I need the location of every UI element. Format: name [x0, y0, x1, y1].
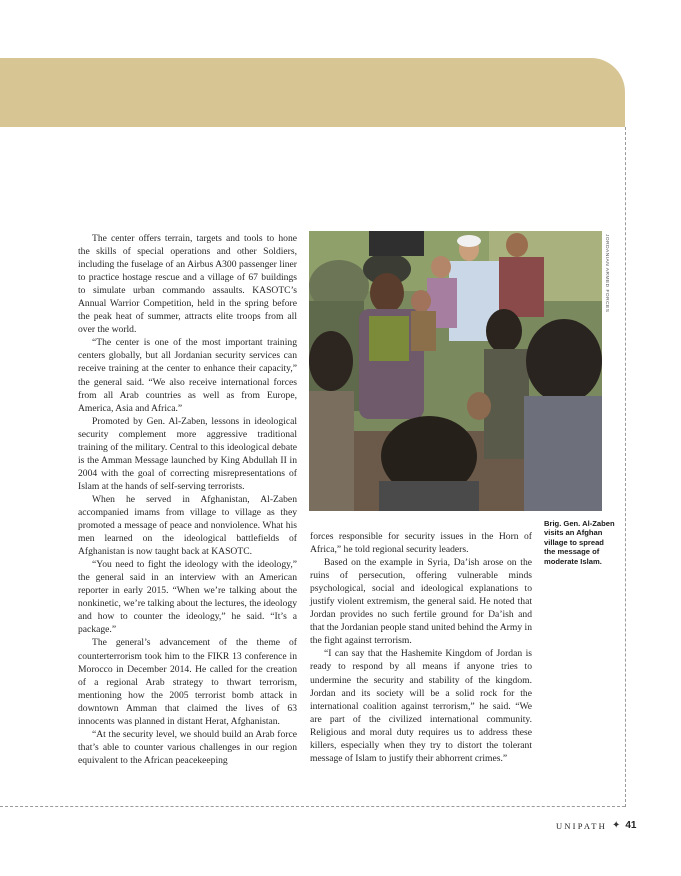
paragraph: forces responsible for security issues in the Horn of Africa,” he told regional security leaders. [310, 531, 532, 556]
page-guide-bottom [0, 806, 625, 807]
paragraph: When he served in Afghanistan, Al-Zaben accompanied imams from village to village as they promoted a message of peace and nonviolence. What his men learned on the ideological battlefields of Afghanistan is now taught back at KASOTC. [78, 493, 297, 558]
paragraph: “I can say that the Hashemite Kingdom of Jordan is ready to respond by all means if anyone tries to undermine the security and stability of the kingdom. Jordan and its society will be a solid rock for the international coalition against terrorism,” he said. “We are part of the civilized international community. Religious and moral duty requires us to address these killers, especially when they try to distort the tolerant message of Islam to justify their abhorrent crimes.” [310, 648, 532, 764]
paragraph: Promoted by Gen. Al-Zaben, lessons in ideological security complement more aggressive traditional training of the military. Central to this ideological debate is the Amman Message launched by King Abdullah II in 2004 with the goal of correcting misrepresentations of Islam at the hands of self-serving terrorists. [78, 415, 297, 492]
header-banner [0, 58, 625, 127]
photo-credit: JORDANIAN ARMED FORCES [604, 234, 609, 313]
paragraph: The center offers terrain, targets and tools to hone the skills of special operations and other Soldiers, including the fuselage of an Airbus A300 passenger liner to practice hostage rescue and a village of 67 buildings to simulate urban commando assaults. KASOTC’s Annual Warrior Competition, held in the spring before the peak heat of summer, attracts elite troops from all over the world. [78, 233, 297, 336]
paragraph: “At the security level, we should build an Arab force that’s able to counter various challenges in our region equivalent to the African peacekeeping [78, 728, 297, 766]
paragraph: The general’s advancement of the theme of counterterrorism took him to the FIKR 13 conference in Morocco in December 2014. He called for the creation of a regional Arab strategy to thwart terrorism, mentioning how the 2005 terrorist bomb attack in downtown Amman that claimed the lives of 63 innocents was planned in distant Herat, Afghanistan. [78, 637, 297, 727]
publication-name: UNIPATH [556, 820, 607, 831]
photo-caption: Brig. Gen. Al-Zaben visits an Afghan village to spread the message of moderate Islam. [544, 519, 615, 566]
page-number: 41 [625, 820, 637, 831]
page-footer [556, 820, 637, 831]
star-icon: ✦ [611, 820, 621, 831]
article-photo [309, 231, 602, 511]
article-column-left [78, 232, 297, 767]
paragraph: Based on the example in Syria, Da’ish arose on the ruins of persecution, offering vulnerable minds psychological, social and ideological explanations to justify violent extremism, the general said. He noted that Jordan provides no such fertile ground for Da’ish and that the Jordanian people stand united behind the Army in the fight against terrorism. [310, 557, 532, 647]
photo-illustration [309, 231, 602, 511]
paragraph: “You need to fight the ideology with the ideology,” the general said in an interview with an American reporter in early 2015. “When we’re talking about the nonkinetic, we’re talking about the lectures, the ideology and how to counter the ideology,” he said. “It’s a package.” [78, 559, 297, 636]
paragraph: “The center is one of the most important training centers globally, but all Jordanian security services can receive training at the center to enhance their capacity,” the general said. “We also receive international forces from all Arab countries as well as from Europe, America, Asia and Africa.” [78, 337, 297, 414]
article-column-middle [310, 530, 532, 765]
page-guide-right [625, 127, 626, 807]
